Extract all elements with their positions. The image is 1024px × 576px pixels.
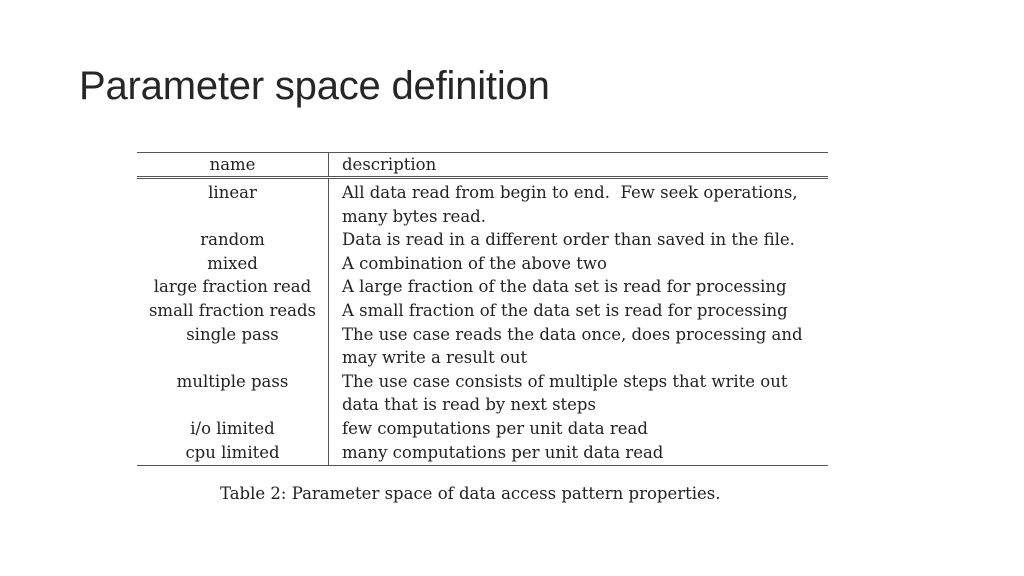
table-header (137, 153, 828, 178)
table-row (137, 441, 828, 466)
row-description: data that is read by next steps (342, 395, 596, 415)
row-name: small fraction reads (137, 299, 329, 323)
header-name: name (137, 153, 329, 178)
row-name (137, 393, 329, 417)
row-name: linear (137, 178, 329, 205)
row-description: A small fraction of the data set is read for processing (342, 300, 788, 320)
table-row (137, 205, 828, 229)
table-row (137, 178, 828, 205)
parameter-table-container (137, 152, 828, 466)
row-description: The use case reads the data once, does processing and (342, 324, 803, 344)
table-row (137, 323, 828, 347)
row-description: The use case consists of multiple steps that write out (342, 371, 788, 391)
table-body (137, 178, 828, 466)
row-name: cpu limited (137, 441, 329, 466)
row-description: All data read from begin to end. Few seek operations, (342, 183, 798, 202)
parameter-table (137, 152, 828, 466)
row-name: multiple pass (137, 370, 329, 394)
row-name: single pass (137, 323, 329, 347)
table-caption: Table 2: Parameter space of data access pattern properties. (220, 484, 721, 503)
table-row (137, 417, 828, 441)
row-description: A combination of the above two (342, 253, 607, 273)
row-description: may write a result out (342, 348, 528, 368)
row-name: mixed (137, 252, 329, 276)
row-description: many computations per unit data read (329, 441, 829, 466)
slide-title: Parameter space definition (79, 64, 550, 108)
row-description: many bytes read. (342, 206, 486, 226)
table-row (137, 252, 828, 276)
table-row (137, 346, 828, 370)
table-row (137, 228, 828, 252)
row-description: Data is read in a different order than saved in the file. (342, 230, 795, 250)
table-row (137, 370, 828, 394)
row-description: few computations per unit data read (342, 418, 648, 438)
table-row (137, 275, 828, 299)
table-row (137, 299, 828, 323)
row-description: A large fraction of the data set is read for processing (342, 277, 787, 297)
header-description: description (329, 153, 829, 178)
header-row (137, 153, 828, 178)
row-name (137, 205, 329, 229)
table-row (137, 393, 828, 417)
row-name: i/o limited (137, 417, 329, 441)
row-name: random (137, 228, 329, 252)
row-name: large fraction read (137, 275, 329, 299)
row-name (137, 346, 329, 370)
